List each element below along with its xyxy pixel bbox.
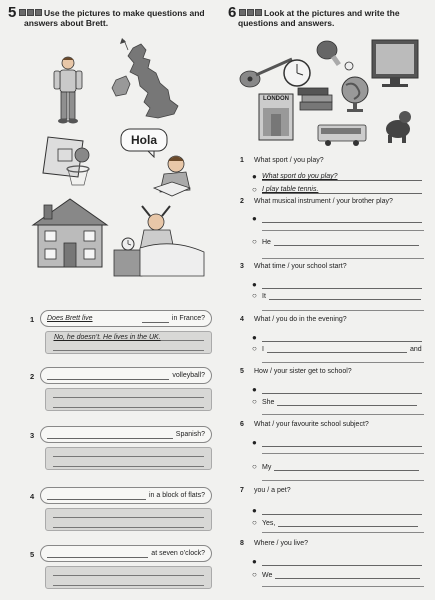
answer-blank[interactable]	[47, 492, 146, 500]
answer-text: No, he doesn’t. He lives in the UK.	[54, 334, 161, 341]
answer-box[interactable]	[45, 388, 212, 411]
question-bubble: volleyball?	[40, 367, 212, 384]
question-prompt: 3 What time / your school start?	[240, 263, 347, 270]
answer-line[interactable]: ○ It	[252, 291, 421, 300]
question-prompt: Does Brett live	[47, 315, 93, 322]
answer-line[interactable]: ●	[252, 280, 422, 289]
exercise-6-number: 6	[228, 4, 237, 21]
answer-line[interactable]: ○ I play table tennis.	[252, 185, 422, 194]
london-sign-text: LONDON	[263, 96, 289, 102]
question-bubble: Spanish?	[40, 426, 212, 443]
answer-blank[interactable]	[47, 372, 169, 380]
question-prompt: 8 Where / you live?	[240, 540, 309, 547]
answer-line[interactable]: ● What sport do you play?	[252, 172, 422, 181]
answer-blank[interactable]	[47, 550, 148, 558]
difficulty-stars	[19, 9, 42, 16]
answer-line[interactable]: ○ My	[252, 462, 419, 471]
answer-line[interactable]: ○ She	[252, 397, 417, 406]
uk-map-illustration	[108, 38, 193, 126]
answer-box[interactable]	[45, 566, 212, 589]
bus-icon	[316, 123, 368, 147]
answer-line[interactable]: ●	[252, 385, 422, 394]
answer-blank[interactable]	[47, 431, 173, 439]
exercise-5-number: 5	[8, 4, 17, 21]
answer-line[interactable]: ○ Yes,	[252, 518, 418, 527]
answer-line[interactable]: ○ I and	[252, 344, 422, 353]
question-prompt: 6 What / your favourite school subject?	[240, 421, 369, 428]
answer-line[interactable]: ●	[252, 214, 422, 223]
answer-blank[interactable]	[142, 315, 169, 323]
boy-standing-illustration	[48, 55, 88, 125]
books-icon	[296, 86, 336, 114]
difficulty-stars	[239, 9, 262, 16]
question-prompt: 1 What sport / you play?	[240, 157, 324, 164]
question-bubble: Does Brett live in France?	[40, 310, 212, 327]
globe-icon	[340, 75, 370, 115]
clock-icon	[282, 58, 312, 88]
question-bubble: in a block of flats?	[40, 487, 212, 504]
answer-box[interactable]	[45, 331, 212, 354]
answer-line[interactable]: ●	[252, 557, 422, 566]
answer-box[interactable]	[45, 508, 212, 531]
dog-icon	[380, 105, 416, 145]
question-prompt: 2 What musical instrument / your brother play?	[240, 198, 393, 205]
answer-box[interactable]	[45, 447, 212, 470]
answer-line[interactable]: ●	[252, 333, 422, 342]
table-tennis-bat-icon	[313, 38, 355, 72]
answer-line[interactable]: ○ He	[252, 237, 419, 246]
boy-reading-illustration	[150, 152, 198, 200]
question-prompt: 4 What / you do in the evening?	[240, 316, 347, 323]
answer-line[interactable]: ●	[252, 438, 422, 447]
exercise-6-instruction: Look at the pictures and write the questions and answers.	[238, 8, 400, 28]
question-prompt: 7 you / a pet?	[240, 487, 291, 494]
basketball-hoop-illustration	[38, 133, 100, 191]
question-prompt: 5 How / your sister get to school?	[240, 368, 352, 375]
exercise-5-instruction: Use the pictures to make questions and answers about Brett.	[24, 8, 205, 28]
house-illustration	[30, 195, 110, 270]
boy-waking-up-illustration	[112, 200, 207, 280]
speech-bubble-text: Hola	[130, 133, 157, 147]
answer-line[interactable]: ○ We	[252, 570, 420, 579]
answer-line[interactable]: ●	[252, 506, 422, 515]
television-icon	[370, 38, 420, 90]
question-bubble: at seven o’clock?	[40, 545, 212, 562]
